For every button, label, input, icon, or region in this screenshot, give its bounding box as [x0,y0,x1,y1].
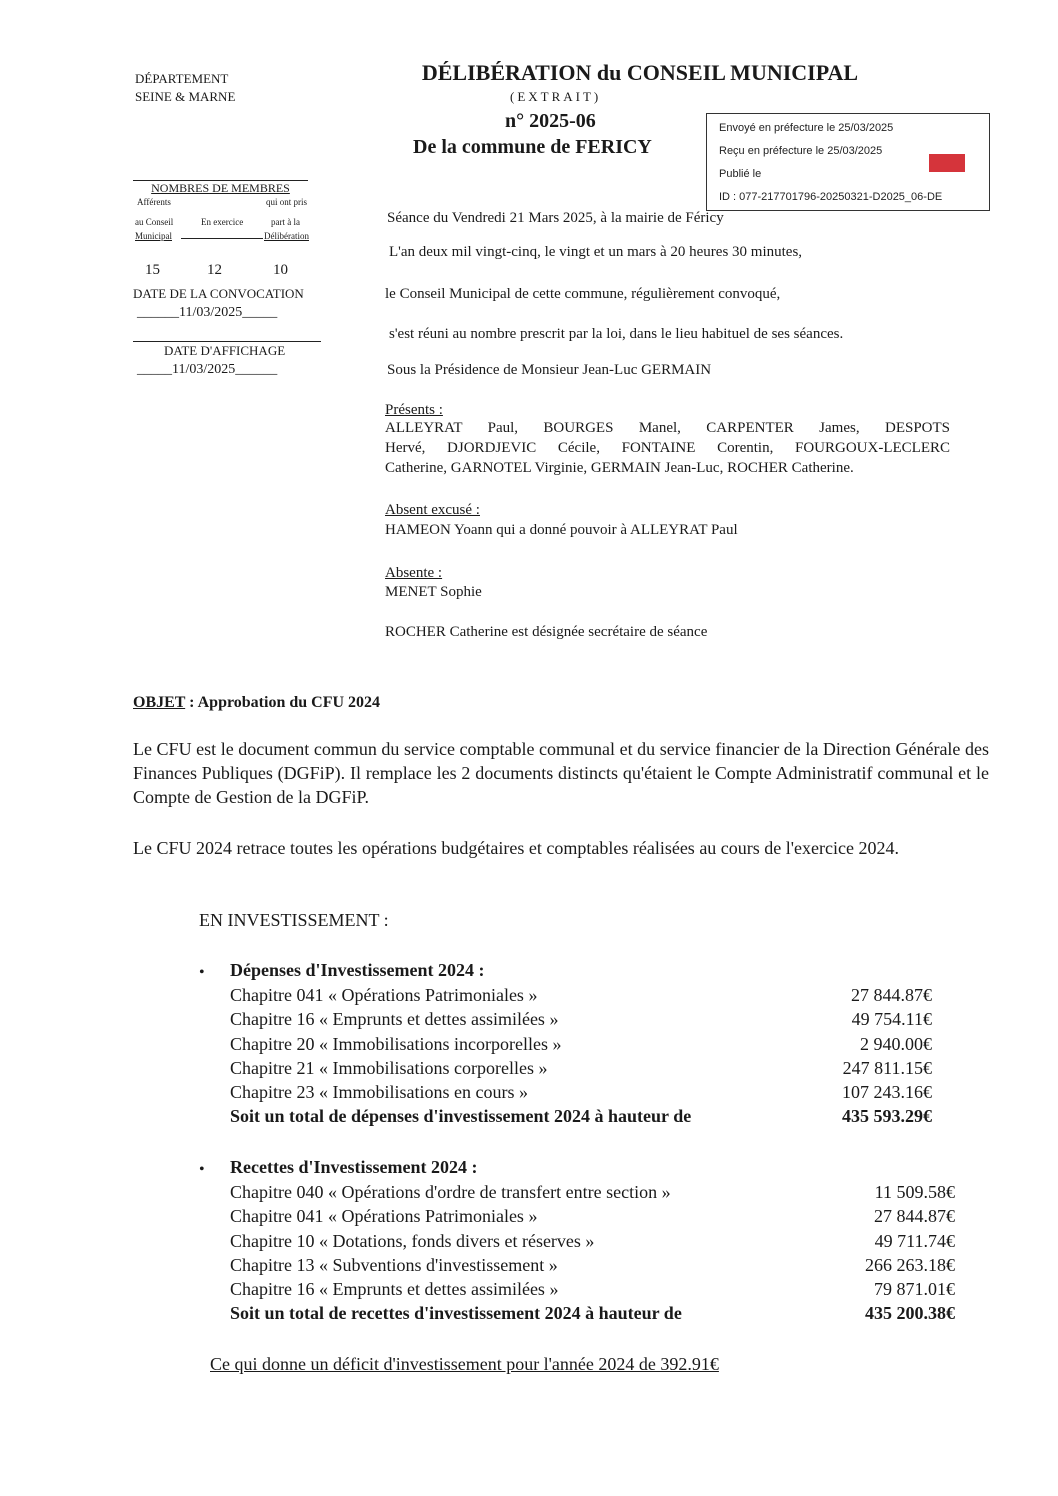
seance-line-4: s'est réuni au nombre prescrit par la loi, dans le lieu habituel de ses séances. [389,326,844,342]
seance-line-1: Séance du Vendredi 21 Mars 2025, à la mairie de Féricy [387,210,724,226]
recettes-row-label: Chapitre 10 « Dotations, fonds divers et réserves » [230,1230,595,1251]
department-label: DÉPARTEMENT [135,71,229,86]
recettes-row-amount: 79 871.01€ [874,1279,955,1300]
seance-line-2: L'an deux mil vingt-cinq, le vingt et un mars à 20 heures 30 minutes, [389,244,803,260]
seance-line-3: le Conseil Municipal de cette commune, régulièrement convoqué, [385,286,781,302]
presents-line-2: Hervé, DJORDJEVIC Cécile, FONTAINE Corentin, FOURGOUX-LECLERC [385,440,950,456]
depenses-row-amount: 107 243.16€ [842,1082,932,1103]
bullet-recettes: • [199,1161,205,1178]
affichage-date: _____11/03/2025______ [137,362,278,377]
invest-heading: EN INVESTISSEMENT : [199,910,389,930]
members-heading: NOMBRES DE MEMBRES [151,181,290,195]
depenses-row-label: Chapitre 20 « Immobilisations incorporelles » [230,1033,562,1054]
recettes-total-label: Soit un total de recettes d'investissement 2024 à hauteur de [230,1303,682,1323]
convocation-date: ______11/03/2025_____ [137,305,278,320]
depenses-row-label: Chapitre 041 « Opérations Patrimoniales » [230,985,538,1005]
col3-b: part à la [271,217,300,227]
recettes-row-label: Chapitre 040 « Opérations d'ordre de transfert entre section » [230,1182,671,1202]
recettes-total: 435 200.38€ [865,1303,955,1323]
depenses-row-label: Chapitre 23 « Immobilisations en cours » [230,1082,528,1103]
recettes-row-label: Chapitre 16 « Emprunts et dettes assimilées » [230,1279,559,1300]
presents-line-3: Catherine, GARNOTEL Virginie, GERMAIN Jean-Luc, ROCHER Catherine. [385,460,854,476]
commune-name: De la commune de FERICY [413,136,652,158]
excuse-name: HAMEON Yoann qui a donné pouvoir à ALLEYRAT Paul [385,522,738,538]
stamp-publie: Publié le [719,168,762,180]
recettes-row-label: Chapitre 041 « Opérations Patrimoniales » [230,1206,538,1227]
depenses-row-label: Chapitre 21 « Immobilisations corporelles » [230,1057,548,1078]
seance-line-5: Sous la Présidence de Monsieur Jean-Luc GERMAIN [387,362,712,378]
presents-line-1: ALLEYRAT Paul, BOURGES Manel, CARPENTER James, DESPOTS [385,420,950,436]
objet-text: : Approbation du CFU 2024 [185,694,381,711]
members-exercice: 12 [207,262,222,278]
depenses-row-amount: 49 754.11€ [851,1009,932,1030]
prefecture-stamp [706,113,990,211]
depenses-total: 435 593.29€ [842,1106,932,1126]
depenses-total-label: Soit un total de dépenses d'investissement 2024 à hauteur de [230,1106,692,1126]
depenses-title: Dépenses d'Investissement 2024 : [230,960,485,980]
col1-b: au Conseil [135,217,174,227]
stamp-envoye: Envoyé en préfecture le 25/03/2025 [719,122,894,134]
col-divider [181,238,263,239]
depenses-row-label: Chapitre 16 « Emprunts et dettes assimilées » [230,1009,559,1030]
col3-a: qui ont pris [266,197,308,207]
stamp-recu: Reçu en préfecture le 25/03/2025 [719,145,883,157]
extrait-label: (EXTRAIT) [510,89,602,104]
members-votants: 10 [273,262,288,278]
depenses-row-amount: 27 844.87€ [851,985,932,1005]
affichage-divider [133,341,321,342]
secretaire-line: ROCHER Catherine est désignée secrétaire de séance [385,624,708,640]
depenses-row-amount: 2 940.00€ [860,1033,932,1054]
paragraph-cfu: Le CFU est le document commun du service comptable communal et du service financier de la Direction Générale des Finances Publiques (DGFiP). Il remplace les 2 documents distincts qu'étaient le Compte Administratif communal et le Compte de Gestion de la DGFiP. [133,739,989,807]
conclusion: Ce qui donne un déficit d'investissement pour l'année 2024 de 392.91€ [210,1354,719,1374]
col3-c: Délibération [264,231,309,241]
objet-label: OBJET [133,694,186,711]
recettes-title: Recettes d'Investissement 2024 : [230,1157,478,1177]
department-block [135,70,235,106]
members-block [133,180,308,196]
paragraph-cfu-2024: Le CFU 2024 retrace toutes les opérations budgétaires et comptables réalisées au cours de l'exercice 2024. [133,838,899,858]
col2: En exercice [201,217,244,227]
objet-heading [133,694,380,712]
recettes-row-amount: 27 844.87€ [874,1206,955,1227]
page-title: DÉLIBÉRATION du CONSEIL MUNICIPAL [421,60,859,85]
recettes-row-amount: 49 711.74€ [874,1230,955,1251]
stamp-id: ID : 077-217701796-20250321-D2025_06-DE [719,191,943,203]
recettes-row-amount: 266 263.18€ [865,1254,955,1275]
excuse-label: Absent excusé : [385,502,480,518]
members-afferents: 15 [145,262,160,278]
recettes-row-label: Chapitre 13 « Subventions d'investissement » [230,1254,558,1275]
deliberation-number: n° 2025-06 [505,110,596,132]
col1-c: Municipal [135,231,172,241]
recettes-row-amount: 11 509.58€ [874,1182,955,1202]
berger-levrault-logo [929,154,965,172]
convocation-label: DATE DE LA CONVOCATION [133,286,304,301]
depenses-row-amount: 247 811.15€ [842,1057,932,1078]
bullet-depenses: • [199,964,205,981]
col1-a: Afférents [137,197,171,207]
presents-label: Présents : [385,402,443,418]
absente-label: Absente : [385,565,443,581]
absente-name: MENET Sophie [385,584,482,600]
affichage-label: DATE D'AFFICHAGE [164,343,286,358]
department-name: SEINE & MARNE [135,89,236,104]
